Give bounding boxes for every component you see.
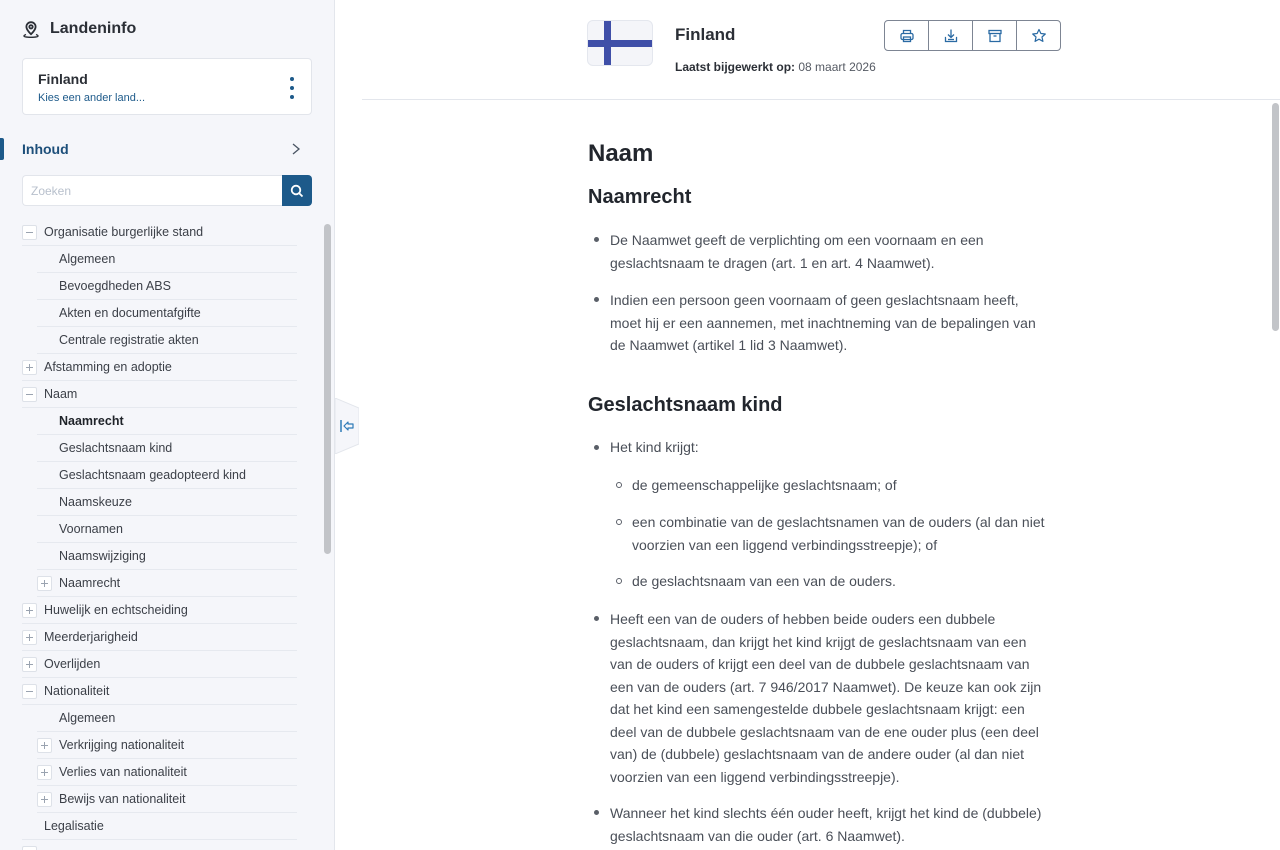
chevron-right-icon[interactable] [289, 140, 303, 158]
toc-item-label: Geslachtsnaam kind [59, 441, 173, 455]
toc-item[interactable] [22, 678, 297, 705]
toc-item-label: Verlies van nationaliteit [59, 765, 187, 779]
toc-item-label: Naamswijziging [59, 549, 146, 563]
download-icon [943, 28, 959, 44]
toc-item[interactable] [22, 354, 297, 381]
toc-item-label: Voornamen [59, 522, 123, 536]
sub-paragraph: een combinatie van de geslachtsnamen van de ouders (al dan niet voorzien van een liggend verbindingsstreepje); of [632, 514, 1045, 553]
last-updated [675, 60, 876, 74]
search-button[interactable] [282, 175, 312, 206]
expand-icon[interactable] [22, 630, 37, 645]
sub-bullet [616, 519, 622, 525]
paragraph: Wanneer het kind slechts één ouder heeft, krijgt het kind de (dubbele) geslachtsnaam van die ouder (art. 6 Naamwet). [610, 805, 1042, 844]
toc-item-label: Huwelijk en echtscheiding [44, 603, 188, 617]
sub-bullet [616, 482, 622, 488]
toc-item-label: Naamskeuze [59, 495, 132, 509]
toc-item[interactable] [22, 300, 297, 327]
toc-item-label: Afstamming en adoptie [44, 360, 172, 374]
last-updated-value: 08 maart 2026 [798, 60, 876, 74]
collapse-sidebar-button[interactable] [335, 398, 359, 454]
selected-country: Finland [38, 71, 88, 87]
printer-icon [899, 28, 915, 44]
toc-item[interactable] [22, 624, 297, 651]
toc-item[interactable] [22, 381, 297, 408]
toc-item-label: Legalisatie [44, 819, 104, 833]
toc-item[interactable] [22, 516, 297, 543]
search-icon [290, 184, 304, 198]
article-title: Naam [588, 140, 654, 167]
expand-icon[interactable] [22, 603, 37, 618]
toc-title: Inhoud [22, 141, 69, 157]
expand-icon[interactable] [37, 576, 52, 591]
toc-item[interactable] [22, 273, 297, 300]
expand-icon[interactable] [22, 657, 37, 672]
collapse-icon[interactable] [22, 684, 37, 699]
collapse-icon[interactable] [22, 225, 37, 240]
toc-item[interactable] [22, 705, 297, 732]
last-updated-label: Laatst bijgewerkt op: [675, 60, 796, 74]
toc-item-label: Algemeen [59, 711, 116, 725]
search-box [22, 175, 312, 206]
toc-item-label: Nationaliteit [44, 684, 110, 698]
bullet [594, 810, 599, 815]
expand-icon[interactable] [37, 765, 52, 780]
toc-item-label: Centrale registratie akten [59, 333, 199, 347]
section-heading-naamrecht: Naamrecht [588, 186, 692, 208]
toc-item[interactable] [22, 543, 297, 570]
paragraph: Heeft een van de ouders of hebben beide ouders een dubbele geslachtsnaam, dan krijgt het kind krijgt de geslachtsnaam van een van de ouders of krijgt een deel van de dubbele geslachtsnaam van een van de ouders (art. 7 946/2017 Naamwet). De keuze kan ook zijn dat het kind een samengestelde dubbele geslachtsnaam krijgt: een deel van de dubbele geslachtsnaam van de ene ouder plus (een deel van) de (dubbele) geslachtsnaam van de andere ouder (al dan niet voorzien van een liggend verbindingsstreepje). [610, 611, 1042, 785]
sidebar [0, 0, 335, 850]
sidebar-scrollbar[interactable] [324, 224, 331, 554]
kebab-icon[interactable] [285, 77, 299, 99]
toc-item[interactable] [22, 759, 297, 786]
bullet [594, 445, 599, 450]
toc-item-label: Akten en documentafgifte [59, 306, 201, 320]
sub-paragraph: de gemeenschappelijke geslachtsnaam; of [632, 477, 897, 493]
brand-title: Landeninfo [50, 20, 137, 37]
toc-item-label: Naamrecht [59, 576, 121, 590]
toc-item-label: Bevoegdheden ABS [59, 279, 171, 293]
toc-tree [22, 219, 297, 850]
bullet [594, 616, 599, 621]
toc-item[interactable] [22, 786, 297, 813]
main-scrollbar[interactable] [1272, 103, 1279, 331]
toc-item[interactable] [22, 489, 297, 516]
toc-item[interactable] [22, 435, 297, 462]
country-card[interactable] [22, 58, 312, 115]
paragraph: Indien een persoon geen voornaam of geen geslachtsnaam heeft, moet hij er een aannemen, met inachtneming van de bepalingen van de Naamwet (artikel 1 lid 3 Naamwet). [610, 292, 1036, 353]
paragraph: Het kind krijgt: [610, 439, 699, 455]
download-button[interactable] [929, 21, 973, 50]
page-title: Finland [675, 25, 736, 44]
flag-finland [587, 20, 653, 66]
toc-item-label: Organisatie burgerlijke stand [44, 225, 204, 239]
toc-item-label: Verkrijging nationaliteit [59, 738, 185, 752]
toc-item[interactable] [22, 408, 297, 435]
toc-item-label: Overlijden [44, 657, 101, 671]
toc-item[interactable] [22, 219, 297, 246]
archive-icon [987, 28, 1003, 44]
section-heading-geslachtsnaam-kind: Geslachtsnaam kind [588, 394, 783, 416]
search-input[interactable] [22, 175, 282, 206]
expand-icon[interactable] [37, 738, 52, 753]
toc-header[interactable] [0, 138, 320, 162]
toc-item-label: Geslachtsnaam geadopteerd kind [59, 468, 246, 482]
map-pin-icon [22, 20, 40, 38]
expand-icon[interactable] [22, 846, 37, 850]
sub-bullet [616, 578, 622, 584]
star-icon [1031, 28, 1047, 44]
brand [22, 20, 136, 38]
bullet [594, 297, 599, 302]
toc-item[interactable] [22, 570, 297, 597]
action-toolbar [884, 20, 1061, 51]
expand-icon[interactable] [22, 360, 37, 375]
change-country-link[interactable]: Kies een ander land... [38, 92, 146, 104]
expand-icon[interactable] [37, 792, 52, 807]
collapse-icon[interactable] [22, 387, 37, 402]
toc-item[interactable] [22, 462, 297, 489]
print-button[interactable] [885, 21, 929, 50]
bullet [594, 237, 599, 242]
toc-item[interactable] [22, 840, 297, 850]
active-indicator [0, 138, 4, 160]
toc-item[interactable] [22, 597, 297, 624]
archive-button[interactable] [973, 21, 1017, 50]
page-header [362, 0, 1280, 100]
sub-paragraph: de geslachtsnaam van een van de ouders. [632, 573, 896, 589]
paragraph: De Naamwet geeft de verplichting om een voornaam en een geslachtsnaam te dragen (art. 1 en art. 4 Naamwet). [610, 232, 984, 271]
toc-item[interactable] [22, 246, 297, 273]
favorite-button[interactable] [1017, 21, 1060, 50]
toc-item[interactable] [22, 813, 297, 840]
toc-item-label: Algemeen [59, 252, 116, 266]
toc-item-label: Bewijs van nationaliteit [59, 792, 186, 806]
toc-item-label: Meerderjarigheid [44, 630, 138, 644]
toc-item-label: Naam [44, 387, 78, 401]
toc-item-label: Naamrecht [59, 414, 124, 428]
toc-item[interactable] [22, 651, 297, 678]
toc-item[interactable] [22, 327, 297, 354]
toc-item[interactable] [22, 732, 297, 759]
